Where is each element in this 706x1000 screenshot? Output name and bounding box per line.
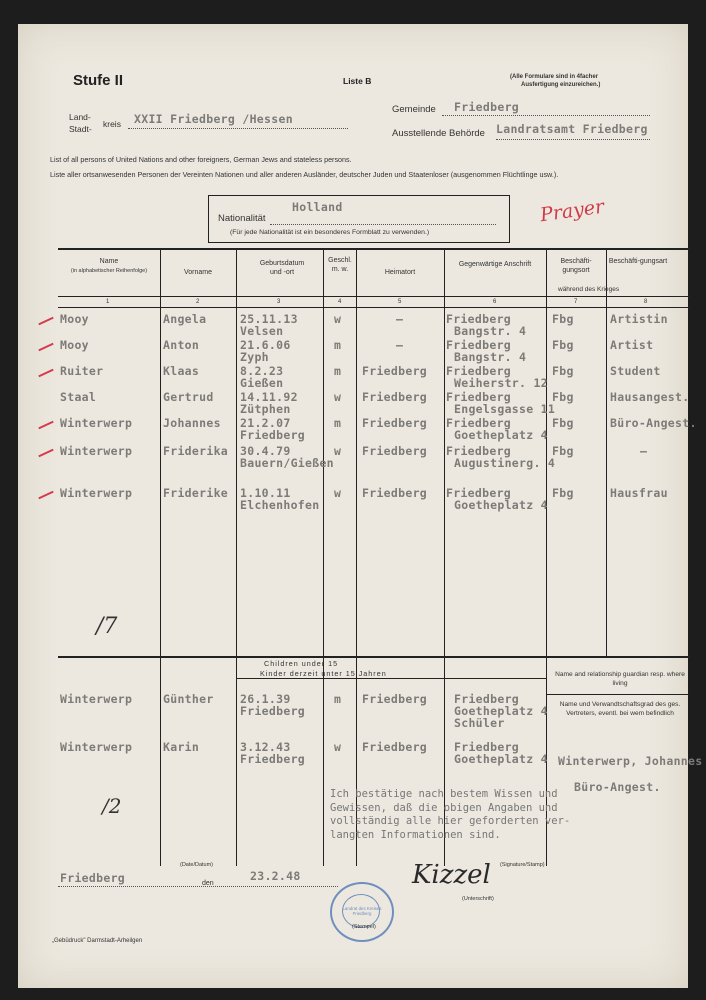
table-header-rule [58, 296, 690, 297]
cell-adr2: Weiherstr. 12 [454, 376, 548, 390]
form-note-line2: Ausfertigung einzureichen.) [521, 82, 601, 88]
pencil-count-persons: /7 [96, 614, 118, 639]
children-title-de: Kinder derzeit unter 15 Jahren [260, 669, 387, 678]
col-divider-1 [160, 248, 161, 866]
cell-name: Winterwerp [60, 486, 133, 500]
cell-sex: m [334, 338, 342, 352]
cell-vorname: Friderike [163, 486, 229, 500]
place-value: Friedberg [60, 871, 126, 885]
gemeinde-dotted-line [442, 115, 650, 116]
col-header-name [60, 257, 158, 276]
cell-art: Artistin [610, 312, 668, 326]
official-stamp [330, 882, 394, 942]
cell-heimat: Friedberg [362, 740, 428, 754]
cell-geburt-date: 25.11.13 [240, 312, 298, 326]
attestation-line4: langten Informationen sind. [330, 828, 501, 841]
children-title-en: Children under 15 [264, 659, 339, 668]
stempel-label: (Stempel) [352, 924, 376, 930]
col-header-heimatort: Heimatort [384, 269, 416, 276]
cell-sex: w [334, 740, 342, 754]
cell-adr1: Friedberg [454, 692, 520, 706]
cell-geburt-date: 21.2.07 [240, 416, 291, 430]
land-label: Land- [69, 112, 91, 122]
stamp-text: Landrat des Kreises Friedberg [342, 906, 382, 916]
red-check-mark [38, 369, 53, 378]
cell-geburt-date: 3.12.43 [240, 740, 291, 754]
cell-geburt-date: 30.4.79 [240, 444, 291, 458]
cell-name: Staal [60, 390, 97, 404]
cell-sex: m [334, 364, 342, 378]
col-header-vorname: Vorname [183, 269, 213, 276]
liste-label: Liste B [343, 76, 372, 86]
kreis-label: kreis [103, 119, 121, 129]
col-divider-6 [546, 248, 547, 866]
cell-geburt-ort: Zütphen [240, 402, 291, 416]
col-header-geburt: Geburtsdatum und -ort [259, 260, 305, 276]
date-value: 23.2.48 [250, 869, 301, 883]
cell-geburt-ort: Elchenhofen [240, 498, 320, 512]
cell-vorname: Günther [163, 692, 214, 706]
kreis-value: XXII Friedberg /Hessen [134, 112, 293, 126]
cell-geburt-date: 8.2.23 [240, 364, 284, 378]
cell-geburt-ort: Friedberg [240, 752, 306, 766]
red-check-mark [38, 343, 53, 352]
cell-adr3: Schüler [454, 716, 505, 730]
cell-adr2: Augustinerg. 4 [454, 456, 556, 470]
red-check-mark [38, 317, 53, 326]
cell-vorname: Friderika [163, 444, 229, 458]
gemeinde-label: Gemeinde [392, 104, 436, 115]
col-num-2: 2 [196, 299, 200, 305]
cell-heimat: Friedberg [362, 692, 428, 706]
col-num-8: 8 [644, 299, 648, 305]
cell-geburt-ort: Zyph [240, 350, 269, 364]
nationality-dotted-line [270, 224, 496, 225]
attestation-line2: Gewissen, daß die obigen Angaben und [330, 801, 558, 814]
col-num-7: 7 [574, 299, 578, 305]
col-header-anschrift: Gegenwärtige Anschrift [458, 261, 532, 268]
col-header-art: Beschäfti-gungsart [608, 258, 668, 265]
cell-art: Büro-Angest. [610, 416, 697, 430]
cell-heimat: Friedberg [362, 390, 428, 404]
cell-heimat: Friedberg [362, 444, 428, 458]
cell-heimat: – [396, 338, 404, 352]
nationality-value: Holland [292, 200, 343, 214]
table-number-rule [58, 307, 690, 308]
cell-geburt-ort: Velsen [240, 324, 284, 338]
red-handwritten-note: Prayer [538, 195, 606, 227]
during-war-label: während des Krieges [558, 286, 620, 293]
cell-name: Winterwerp [60, 444, 133, 458]
cell-heimat: Friedberg [362, 486, 428, 500]
cell-geburt-date: 21.6.06 [240, 338, 291, 352]
cell-sex: m [334, 416, 342, 430]
attestation-line3: vollständig alle hier geforderten ver- [330, 815, 571, 827]
cell-sex: w [334, 486, 342, 500]
cell-ort: Fbg [552, 444, 574, 458]
cell-name: Winterwerp [60, 740, 133, 754]
cell-sex: w [334, 390, 342, 404]
date-label: (Date/Datum) [180, 862, 214, 868]
col-num-3: 3 [277, 299, 281, 305]
cell-vorname: Johannes [163, 416, 221, 430]
children-title-rule [236, 678, 546, 679]
intro-english: List of all persons of United Nations and other foreigners, German Jews and stateless persons. [50, 155, 352, 164]
cell-vorname: Anton [163, 338, 200, 352]
cell-adr2: Goetheplatz 4 [454, 498, 548, 512]
cell-ort: Fbg [552, 486, 574, 500]
cell-geburt-date: 14.11.92 [240, 390, 298, 404]
cell-adr2: Bangstr. 4 [454, 350, 527, 364]
cell-heimat: – [396, 312, 404, 326]
cell-adr1: Friedberg [446, 390, 512, 404]
col-divider-4 [356, 248, 357, 866]
cell-vorname: Karin [163, 740, 200, 754]
signature-label: (Signature/Stamp) [500, 862, 545, 868]
cell-geburt-date: 1.10.11 [240, 486, 291, 500]
cell-ort: Fbg [552, 364, 574, 378]
col-num-5: 5 [398, 299, 402, 305]
col-num-4: 4 [338, 299, 342, 305]
cell-name: Ruiter [60, 364, 104, 378]
col-divider-2 [236, 248, 237, 866]
cell-ort: Fbg [552, 338, 574, 352]
attestation-text [330, 788, 570, 842]
table-top-border [58, 248, 690, 250]
handwritten-signature: Kizzel [412, 860, 491, 890]
cell-vorname: Angela [163, 312, 207, 326]
cell-adr2: Goetheplatz 4 [454, 752, 548, 766]
behoerde-value: Landratsamt Friedberg [496, 122, 648, 136]
cell-art: – [640, 444, 648, 458]
col-num-1: 1 [106, 299, 110, 305]
cell-art: Student [610, 364, 661, 378]
pencil-count-children: /2 [102, 794, 122, 818]
cell-art: Hausangest. [610, 390, 690, 404]
cell-adr2: Bangstr. 4 [454, 324, 527, 338]
cell-heimat: Friedberg [362, 416, 428, 430]
cell-adr1: Friedberg [446, 338, 512, 352]
behoerde-dotted-line [496, 139, 650, 140]
cell-name: Mooy [60, 338, 89, 352]
red-check-mark [38, 421, 53, 430]
cell-geburt-ort: Friedberg [240, 704, 306, 718]
table-children-rule [58, 656, 690, 658]
col-header-name-title: Name [99, 258, 119, 265]
intro-german: Liste aller ortsanwesenden Personen der Vereinten Nationen und aller anderen Ausländer, deutscher Juden und Staatenloser (ausgenommen Flüchtlinge usw.). [50, 170, 559, 179]
guardian-header-rule [546, 694, 690, 695]
cell-art: Hausfrau [610, 486, 668, 500]
guardian-header-de: Name und Verwandtschaftsgrad des ges. Vertreters, eventl. bei wem befindlich [559, 701, 681, 717]
nationality-label: Nationalität [218, 213, 266, 224]
cell-heimat: Friedberg [362, 364, 428, 378]
col-divider-5 [444, 248, 445, 866]
col-header-ort: Beschäfti-gungsort [560, 258, 592, 274]
col-divider-3 [323, 248, 324, 866]
cell-adr1: Friedberg [446, 444, 512, 458]
cell-vorname: Klaas [163, 364, 200, 378]
col-header-geschl: Geschl. m. w. [328, 257, 352, 273]
cell-name: Mooy [60, 312, 89, 326]
printer-note: „Gebüdruck" Darmstadt-Arheilgen [52, 938, 143, 944]
cell-art: Artist [610, 338, 654, 352]
cell-adr1: Friedberg [446, 416, 512, 430]
red-check-mark [38, 449, 53, 458]
col-header-name-sub: (in alphabetischer Reihenfolge) [70, 268, 148, 274]
guardian-header-en: Name and relationship guardian resp. where living [555, 671, 685, 687]
date-dotted-line [58, 886, 338, 887]
gemeinde-value: Friedberg [454, 100, 520, 114]
cell-name: Winterwerp [60, 416, 133, 430]
stadt-label: Stadt- [69, 124, 92, 134]
behoerde-label: Ausstellende Behörde [392, 128, 485, 139]
cell-adr1: Friedberg [454, 740, 520, 754]
guardian-occupation: Büro-Angest. [574, 780, 661, 794]
cell-sex: w [334, 444, 342, 458]
kreis-dotted-line [128, 128, 348, 129]
col-divider-7 [606, 248, 607, 656]
guardian-name: Winterwerp, Johannes [558, 754, 703, 768]
cell-sex: w [334, 312, 342, 326]
cell-adr1: Friedberg [446, 312, 512, 326]
cell-ort: Fbg [552, 312, 574, 326]
cell-adr2: Engelsgasse 11 [454, 402, 556, 416]
cell-adr2: Goetheplatz 4 [454, 704, 548, 718]
unterschrift-label: (Unterschrift) [462, 896, 494, 902]
cell-adr2: Goetheplatz 4 [454, 428, 548, 442]
nationality-note: (Für jede Nationalität ist ein besonderes Formblatt zu verwenden.) [230, 229, 430, 236]
cell-adr1: Friedberg [446, 364, 512, 378]
cell-adr1: Friedberg [446, 486, 512, 500]
col-num-6: 6 [493, 299, 497, 305]
cell-ort: Fbg [552, 390, 574, 404]
cell-sex: m [334, 692, 342, 706]
red-check-mark [38, 491, 53, 500]
cell-name: Winterwerp [60, 692, 133, 706]
cell-vorname: Gertrud [163, 390, 214, 404]
cell-geburt-date: 26.1.39 [240, 692, 291, 706]
attestation-line1: Ich bestätige nach bestem Wissen und [330, 788, 558, 800]
cell-geburt-ort: Bauern/Gießen [240, 456, 334, 470]
den-label: den [202, 880, 214, 887]
stufe-label: Stufe II [73, 72, 124, 89]
document-page [18, 24, 703, 988]
cell-geburt-ort: Friedberg [240, 428, 306, 442]
cell-geburt-ort: Gießen [240, 376, 284, 390]
cell-ort: Fbg [552, 416, 574, 430]
form-note-line1: (Alle Formulare sind in 4facher [510, 74, 599, 80]
